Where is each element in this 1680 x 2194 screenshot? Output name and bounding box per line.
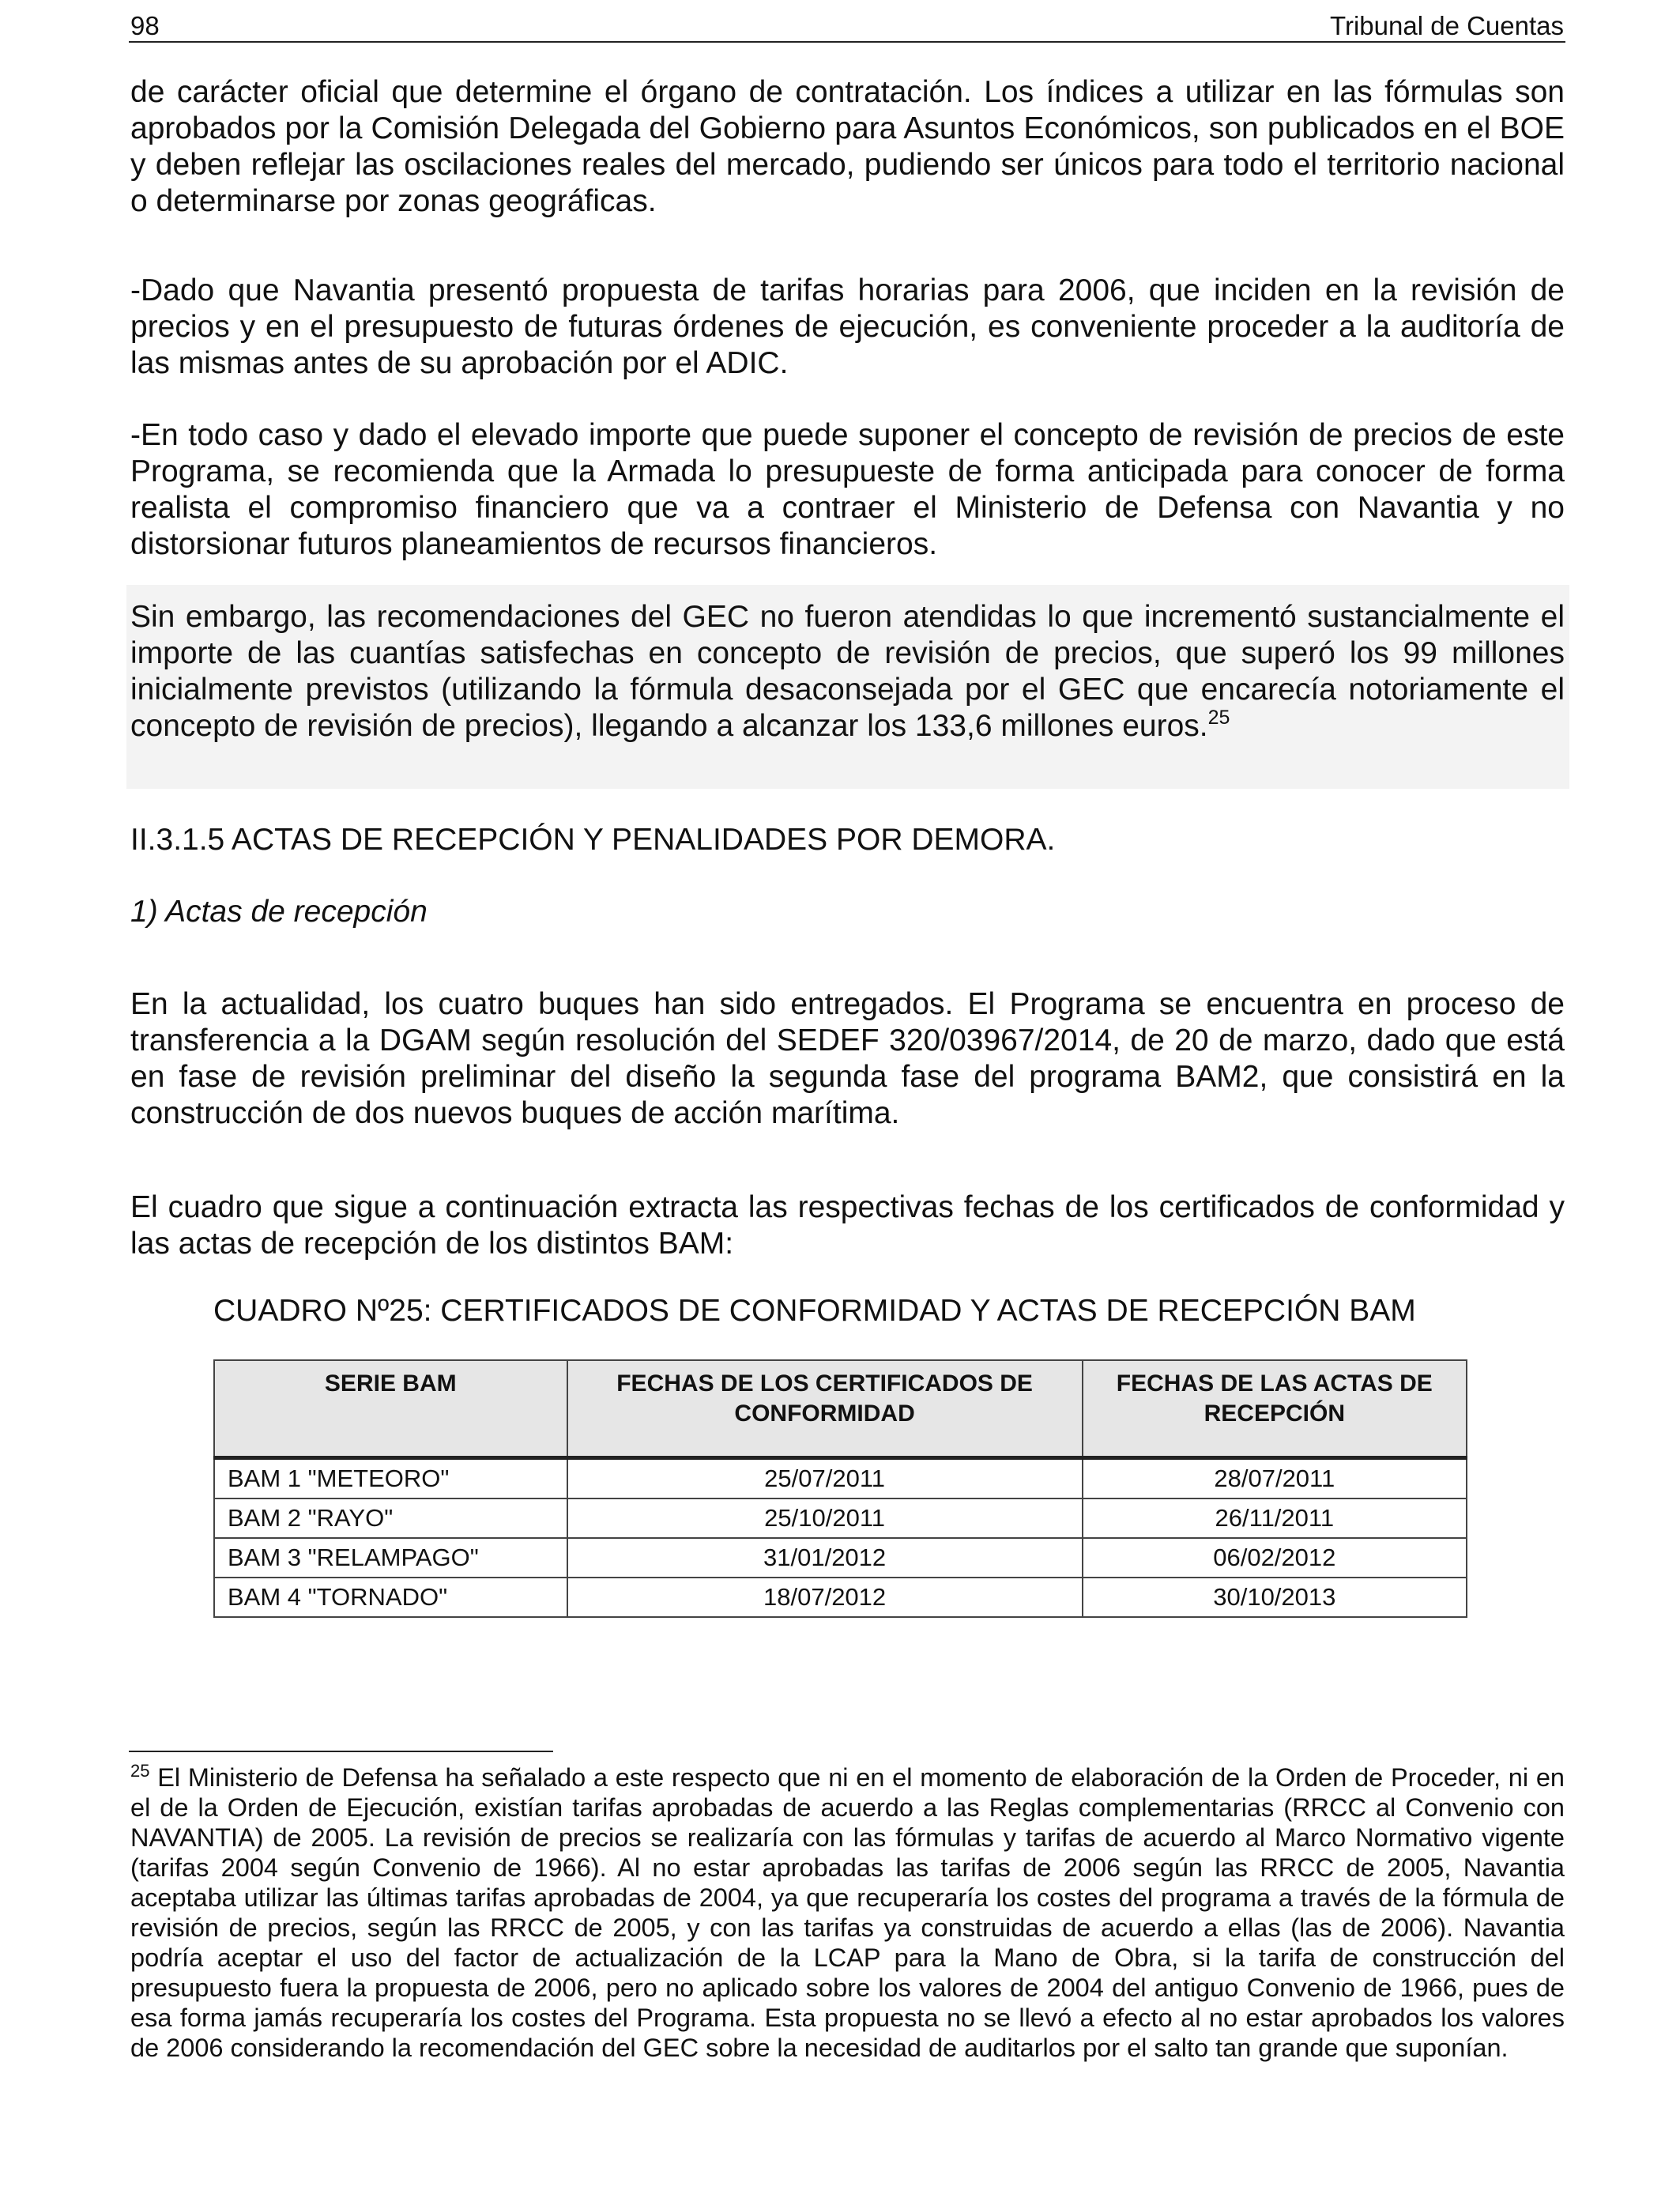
table-row [214,1578,1467,1617]
table-cell-acta: 06/02/2012 [1083,1538,1467,1578]
footnote-separator [129,1751,553,1752]
table-cell-certificado: 25/10/2011 [567,1498,1083,1538]
table-row [214,1458,1467,1499]
table-cell-serie: BAM 2 "RAYO" [214,1498,567,1538]
table-cell-acta: 26/11/2011 [1083,1498,1467,1538]
section-heading: II.3.1.5 ACTAS DE RECEPCIÓN Y PENALIDADES POR DEMORA. [130,823,1056,857]
footnote-number: 25 [130,1761,150,1781]
page-header [129,5,1565,43]
table-cell-acta: 28/07/2011 [1083,1458,1467,1499]
bam-dates-table [213,1359,1467,1618]
page-number: 98 [130,11,160,40]
paragraph-3: -En todo caso y dado el elevado importe que puede suponer el concepto de revisión de precios de este Programa, se recomienda que la Armada lo presupueste de forma anticipada para conocer de forma realista el compromiso financiero que va a contraer el Ministerio de Defensa con Navantia y no distorsionar futuros planeamientos de recursos financieros. [130,418,1565,561]
subheading: 1) Actas de recepción [130,895,428,929]
paragraph-2: -Dado que Navantia presentó propuesta de tarifas horarias para 2006, que inciden en la revisión de precios y en el presupuesto de futuras órdenes de ejecución, es conveniente proceder a la auditoría de las mismas antes de su aprobación por el ADIC. [130,273,1565,380]
table-row [214,1538,1467,1578]
table-cell-certificado: 31/01/2012 [567,1538,1083,1578]
table-cell-certificado: 25/07/2011 [567,1458,1083,1499]
table-row [214,1498,1467,1538]
table-cell-serie: BAM 4 "TORNADO" [214,1578,567,1617]
table-cell-acta: 30/10/2013 [1083,1578,1467,1617]
table-cell-serie: BAM 3 "RELAMPAGO" [214,1538,567,1578]
table-cell-serie: BAM 1 "METEORO" [214,1458,567,1499]
paragraph-5: En la actualidad, los cuatro buques han sido entregados. El Programa se encuentra en proceso de transferencia a la DGAM según resolución del SEDEF 320/03967/2014, de 20 de marzo, dado que está en fase de revisión preliminar del diseño la segunda fase del programa BAM2, que consistirá en la construcción de dos nuevos buques de acción marítima. [130,987,1565,1130]
paragraph-4-text: Sin embargo, las recomendaciones del GEC no fueron atendidas lo que incrementó sustancialmente el importe de las cuantías satisfechas en concepto de revisión de precios, que superó los 99 millones inicialmente previstos (utilizando la fórmula desaconsejada por el GEC que encarecía notoriamente el concepto de revisión de precios), llegando a alcanzar los 133,6 millones euros. [130,600,1565,743]
paragraph-1: de carácter oficial que determine el órgano de contratación. Los índices a utilizar en las fórmulas son aprobados por la Comisión Delegada del Gobierno para Asuntos Económicos, son publicados en el BOE y deben reflejar las oscilaciones reales del mercado, pudiendo ser únicos para todo el territorio nacional o determinarse por zonas geográficas. [130,75,1565,218]
paragraph-6: El cuadro que sigue a continuación extracta las respectivas fechas de los certificados de conformidad y las actas de recepción de los distintos BAM: [130,1190,1565,1261]
header-organization: Tribunal de Cuentas [1330,11,1564,40]
table-header-row [214,1360,1467,1458]
column-header: SERIE BAM [214,1360,567,1458]
table-cell-certificado: 18/07/2012 [567,1578,1083,1617]
column-header: FECHAS DE LAS ACTAS DE RECEPCIÓN [1083,1360,1467,1458]
footnote [130,1762,1565,2063]
footnote-reference: 25 [1207,707,1230,729]
column-header: FECHAS DE LOS CERTIFICADOS DE CONFORMIDAD [567,1360,1083,1458]
paragraph-4 [130,599,1565,745]
table-caption: CUADRO Nº25: CERTIFICADOS DE CONFORMIDAD Y ACTAS DE RECEPCIÓN BAM [213,1294,1416,1328]
footnote-text: El Ministerio de Defensa ha señalado a este respecto que ni en el momento de elaboración de la Orden de Proceder, ni en el de la Orden de Ejecución, existían tarifas aprobadas de acuerdo a las Reglas complementarias (RRCC al Convenio con NAVANTIA) de 2005. La revisión de precios se realizaría con las fórmulas y tarifas de acuerdo al Marco Normativo vigente (tarifas 2004 según Convenio de 1966). Al no estar aprobadas las tarifas de 2006 según las RRCC de 2005, Navantia aceptaba utilizar las últimas tarifas aprobadas de 2004, ya que recuperaría los costes del programa a través de la fórmula de revisión de precios, según las RRCC de 2005, y con las tarifas ya construidas de acuerdo a ellas (las de 2006). Navantia podría aceptar el uso del factor de actualización de la LCAP para la Mano de Obra, si la tarifa de construcción del presupuesto fuera la propuesta de 2006, pero no aplicado sobre los valores de 2004 del antiguo Convenio de 1966, pues de esa forma jamás recuperaría los costes del Programa. Esta propuesta no se llevó a efecto al no estar aprobados los valores de 2006 considerando la recomendación del GEC sobre la necesidad de auditarlos por el salto tan grande que suponían. [130,1763,1565,2062]
